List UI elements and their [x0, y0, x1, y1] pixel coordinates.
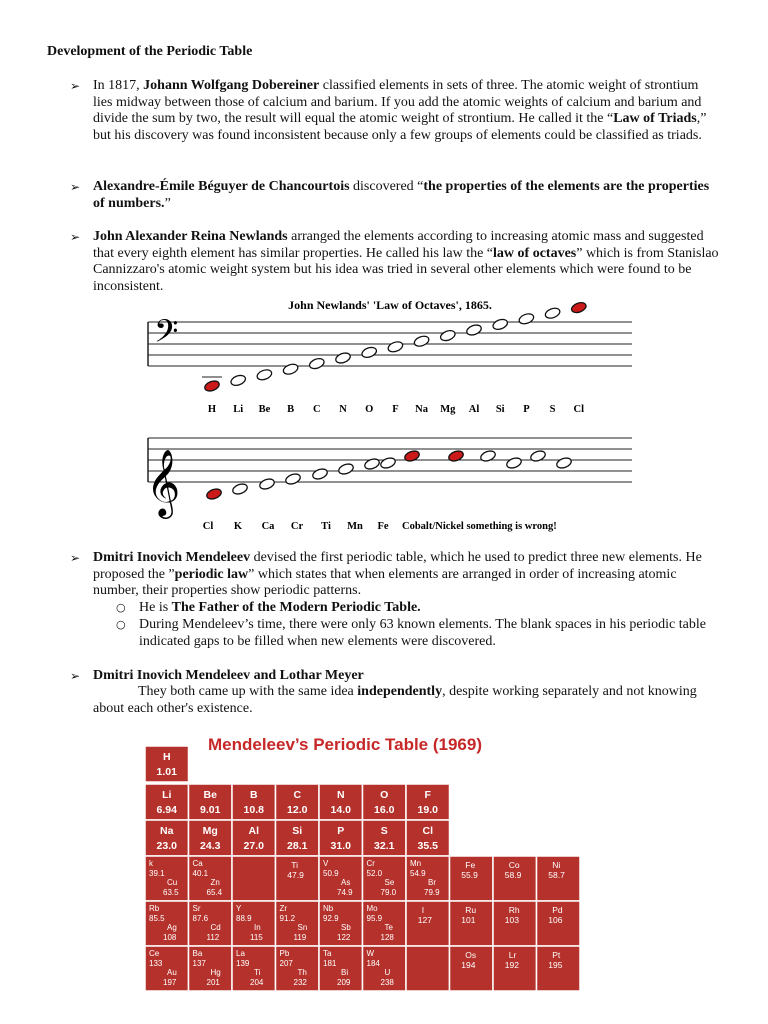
law-of-octaves-figure: [140, 296, 640, 536]
note-row2-2: [258, 477, 275, 491]
atomic-weight: 10.8: [243, 804, 264, 816]
atomic-weight: 209: [337, 978, 351, 987]
atomic-weight: 79.0: [380, 888, 397, 897]
cell-Nb: [319, 901, 363, 946]
quote-text: the properties of the elements are the properties of numbers.: [93, 179, 710, 211]
element-symbol: Pb: [279, 949, 290, 958]
text-run: ” which is from Stanislao Cannizzaro's atomic weight system but his idea was tried in several other elements which were found to be inconsistent.: [93, 245, 719, 294]
element-label-Cl: Cl: [573, 404, 585, 415]
atomic-weight: 35.5: [417, 840, 438, 852]
element-symbol: Sb: [341, 923, 351, 932]
atomic-weight: 58.7: [548, 870, 565, 880]
text-run: arranged the elements according to increasing atomic mass and suggested that every eighth element has similar properties. He called his law the “: [93, 229, 704, 261]
note-Li: [230, 374, 247, 388]
cell-I: [406, 901, 450, 946]
note-row2-1: [231, 482, 248, 496]
bullet-dobereiner-text: [93, 78, 720, 144]
element-symbol: Cd: [210, 923, 221, 932]
element-labels-row-2: [203, 521, 389, 532]
atomic-weight: 87.6: [192, 914, 209, 923]
atomic-weight: 108: [163, 933, 177, 942]
cell-S: [363, 820, 407, 856]
figure-caption: John Newlands' 'Law of Octaves', 1865.: [288, 298, 492, 312]
atomic-weight: 58.9: [504, 870, 522, 880]
atomic-weight: 139: [236, 959, 250, 968]
element-symbol: Sn: [297, 923, 308, 932]
element-symbol: Cu: [167, 878, 178, 887]
element-symbol: P: [337, 825, 345, 837]
element-symbol: Ru: [465, 905, 477, 915]
sub-bullet-father: [116, 600, 716, 617]
atomic-weight: 52.0: [366, 869, 383, 878]
bullet-newlands-text: [93, 229, 720, 295]
text-run-bold: The Father of the Modern Periodic Table.: [171, 600, 421, 615]
element-symbol: Lr: [508, 950, 517, 960]
element-symbol: Zr: [279, 904, 288, 913]
text-run: He is: [139, 600, 172, 615]
element-label-S: S: [549, 404, 556, 415]
cell-Rb: [145, 901, 189, 946]
note-row2-3: [284, 472, 301, 486]
atomic-weight: 63.5: [163, 888, 179, 897]
cell-Sr: [189, 901, 233, 946]
text-run-bold: independently: [357, 684, 443, 699]
note-C: [308, 357, 325, 371]
cell-Ce: [145, 946, 189, 991]
element-symbol: N: [336, 789, 345, 801]
atomic-weight: 55.9: [461, 870, 478, 880]
element-label-Cr: Cr: [290, 521, 304, 532]
person-name: Dmitri Inovich Mendeleev: [93, 550, 251, 565]
atomic-weight: 40.1: [192, 869, 209, 878]
element-symbol: O: [380, 789, 389, 801]
element-symbol: Ni: [552, 860, 561, 870]
cell-Lr: [493, 946, 537, 991]
atomic-weight: 128: [380, 933, 394, 942]
element-label-Fe: Fe: [377, 521, 389, 532]
text-run: ,” but his discovery was found inconsistent because only a few groups of elements could be classified as triads.: [93, 111, 707, 143]
page-title: Development of the Periodic Table: [47, 44, 253, 59]
element-symbol: Al: [248, 825, 259, 837]
text-run: discovered “: [349, 179, 424, 194]
atomic-weight: 238: [380, 978, 394, 987]
person-name: Johann Wolfgang Dobereiner: [143, 78, 320, 93]
element-symbol: Rb: [149, 904, 160, 913]
element-symbol: In: [254, 923, 261, 932]
element-symbol: Mn: [410, 859, 422, 868]
element-label-Si: Si: [495, 404, 505, 415]
cell-O: [363, 784, 407, 820]
cell-P: [319, 820, 363, 856]
cell-N: [319, 784, 363, 820]
cell-Zr: [276, 901, 320, 946]
element-label-P: P: [523, 404, 530, 415]
element-symbol: Te: [384, 923, 393, 932]
atomic-weight: 207: [279, 959, 293, 968]
note-row2-8: [403, 449, 420, 463]
cell-Mg: [189, 820, 233, 856]
element-symbol: Rh: [508, 905, 520, 915]
cell-Ba: [189, 946, 233, 991]
text-run: In 1817,: [93, 78, 144, 93]
note-row2-11: [505, 456, 522, 470]
atomic-weight: 181: [323, 959, 337, 968]
element-symbol: Ba: [192, 949, 203, 958]
element-symbol: Se: [384, 878, 395, 887]
element-label-Al: Al: [468, 404, 480, 415]
element-symbol: La: [236, 949, 245, 958]
element-symbol: Cr: [366, 859, 375, 868]
element-symbol: V: [323, 859, 329, 868]
sub-bullet-text: During Mendeleev’s time, there were only 63 known elements. The blank spaces in his periodic table indicated gaps to be filled when new elements were discovered.: [139, 617, 706, 649]
atomic-weight: 204: [250, 978, 264, 987]
element-symbol: Ce: [149, 949, 160, 958]
text-run: ”: [164, 195, 171, 211]
cell-Ti: [276, 856, 320, 901]
element-symbol: B: [249, 789, 258, 801]
element-label-Cl: Cl: [202, 521, 214, 532]
cell-F: [406, 784, 450, 820]
atomic-weight: 14.0: [330, 804, 351, 816]
atomic-weight: 115: [250, 933, 263, 942]
element-symbol: W: [366, 949, 375, 958]
bullet-mendeleev: [70, 550, 720, 600]
atomic-weight: 19.0: [417, 804, 438, 816]
element-symbol: Os: [465, 950, 477, 960]
atomic-weight: 95.9: [366, 914, 383, 923]
cell-La: [232, 946, 276, 991]
note-row2-7: [379, 456, 396, 470]
atomic-weight: 137: [192, 959, 206, 968]
cobalt-nickel-note: Cobalt/Nickel something is wrong!: [402, 521, 557, 532]
bullet-newlands: [70, 229, 720, 295]
cell-W: [363, 946, 407, 991]
element-label-Mn: Mn: [347, 521, 363, 532]
atomic-weight: 184: [366, 959, 380, 968]
note-Na: [413, 334, 430, 348]
note-O: [361, 346, 378, 360]
bullet-chancourtois-text: [93, 179, 720, 212]
element-label-B: B: [287, 404, 295, 415]
atomic-weight: 6.94: [156, 804, 177, 816]
element-symbol: Pt: [552, 950, 561, 960]
sub-bullet-63-elements: [116, 617, 716, 650]
atomic-weight: 24.3: [200, 840, 221, 852]
sub-bullet-text: [139, 600, 716, 617]
element-label-F: F: [392, 404, 399, 415]
note-row2-13: [555, 456, 572, 470]
text-run: classified elements in sets of three. The atomic weight of strontium lies midway between those of calcium and barium. If you add the atomic weights of calcium and barium and divide the sum by two, the result will equal the atomic weight of strontium. He called it the “: [93, 78, 702, 126]
atomic-weight: 197: [163, 978, 177, 987]
element-symbol: U: [384, 968, 391, 977]
atomic-weight: 31.0: [330, 840, 351, 852]
atomic-weight: 79.9: [424, 888, 440, 897]
element-label-O: O: [365, 404, 374, 415]
note-row2-0: [205, 487, 222, 501]
cell-empty: [406, 946, 450, 991]
element-symbol: Nb: [323, 904, 334, 913]
bullet-meyer-heading: [93, 668, 720, 685]
element-symbol: Ti: [291, 860, 299, 870]
text-run: , despite working separately and not knowing about each other's existence.: [93, 684, 697, 716]
notes-row-1: [202, 301, 587, 393]
note-B: [282, 362, 299, 376]
element-symbol: C: [293, 789, 302, 801]
person-name: Dmitri Inovich Mendeleev and Lothar Meyer: [93, 668, 364, 683]
element-symbol: F: [424, 789, 431, 801]
atomic-weight: 9.01: [200, 804, 221, 816]
element-symbol: Pd: [552, 905, 563, 915]
note-Mg: [439, 329, 456, 343]
cell-C: [276, 784, 320, 820]
person-name: John Alexander Reina Newlands: [93, 229, 288, 244]
atomic-weight: 74.9: [337, 888, 353, 897]
cell-H: [145, 746, 189, 782]
atomic-weight: 65.4: [206, 888, 223, 897]
element-symbol: Br: [428, 878, 436, 887]
element-label-K: K: [233, 521, 243, 532]
arrow-bullet-icon: ➢: [70, 551, 81, 565]
atomic-weight: 133: [149, 959, 163, 968]
element-symbol: Th: [297, 968, 307, 977]
element-label-Na: Na: [415, 404, 429, 415]
atomic-weight: 91.2: [279, 914, 296, 923]
note-row2-10: [479, 449, 496, 463]
note-Cl: [570, 301, 587, 315]
cell-Pt: [537, 946, 581, 991]
cell-Be: [189, 784, 233, 820]
note-H: [203, 379, 220, 393]
cell-Ca: [189, 856, 233, 901]
atomic-weight: 192: [504, 960, 519, 970]
element-symbol: Fe: [465, 860, 476, 870]
treble-clef-icon: 𝄞: [146, 448, 181, 516]
element-symbol: Sr: [192, 904, 201, 913]
note-Si: [492, 318, 509, 332]
atomic-weight: 1.01: [156, 766, 177, 778]
element-symbol: H: [162, 751, 171, 763]
arrow-bullet-icon: ➢: [70, 79, 81, 93]
element-label-Li: Li: [233, 404, 244, 415]
note-P: [518, 312, 535, 326]
atomic-weight: 92.9: [323, 914, 339, 923]
atomic-weight: 50.9: [323, 869, 339, 878]
note-row2-6: [363, 457, 380, 471]
note-row2-12: [529, 449, 546, 463]
notes-row-2: [205, 449, 572, 501]
element-symbol: Zn: [210, 878, 220, 887]
element-symbol: Mo: [366, 904, 378, 913]
element-symbol: Ag: [167, 923, 177, 932]
bullet-mendeleev-text: [93, 550, 720, 600]
element-symbol: Mg: [202, 825, 218, 837]
cell-B: [232, 784, 276, 820]
arrow-bullet-icon: ➢: [70, 230, 81, 244]
atomic-weight: 232: [293, 978, 307, 987]
cell-Al: [232, 820, 276, 856]
cell-Ni: [537, 856, 581, 901]
text-run: They both came up with the same idea: [138, 684, 358, 699]
element-symbol: Be: [203, 789, 217, 801]
atomic-weight: 112: [206, 933, 220, 942]
cell-Rh: [493, 901, 537, 946]
element-symbol: Li: [162, 789, 172, 801]
atomic-weight: 106: [548, 915, 563, 925]
cell-k: [145, 856, 189, 901]
cell-Mn: [406, 856, 450, 901]
cell-Mo: [363, 901, 407, 946]
cell-Co: [493, 856, 537, 901]
element-symbol: Bi: [341, 968, 349, 977]
note-row2-4: [311, 467, 328, 481]
cell-Y: [232, 901, 276, 946]
element-symbol: I: [421, 905, 425, 915]
atomic-weight: 122: [337, 933, 351, 942]
cell-Ta: [319, 946, 363, 991]
cell-Li: [145, 784, 189, 820]
atomic-weight: 194: [461, 960, 476, 970]
cell-Os: [450, 946, 494, 991]
atomic-weight: 103: [504, 915, 519, 925]
text-run: ” which states that when elements are arranged in order of increasing atomic number, their properties show periodic patterns.: [93, 566, 677, 598]
atomic-weight: 85.5: [149, 914, 165, 923]
atomic-weight: 195: [548, 960, 563, 970]
cell-Ru: [450, 901, 494, 946]
law-name: law of octaves: [493, 245, 577, 261]
atomic-weight: 47.9: [287, 870, 304, 880]
note-row2-9: [447, 449, 464, 463]
atomic-weight: 39.1: [149, 869, 165, 878]
element-label-N: N: [339, 404, 347, 415]
bullet-meyer: [70, 668, 720, 685]
element-symbol: Hg: [210, 968, 221, 977]
element-label-Mg: Mg: [440, 404, 456, 415]
text-run: devised the first periodic table, which he used to predict three new elements. He proposed the ”: [93, 550, 702, 582]
person-name: Alexandre-Émile Béguyer de Chancourtois: [93, 179, 350, 194]
atomic-weight: 16.0: [374, 804, 395, 816]
atomic-weight: 201: [206, 978, 220, 987]
bullet-chancourtois: [70, 179, 720, 212]
circle-bullet-icon: ○: [116, 618, 126, 631]
atomic-weight: 12.0: [287, 804, 308, 816]
bass-clef-icon: 𝄢: [154, 313, 179, 357]
cell-empty: [232, 856, 276, 901]
element-symbol: Ta: [323, 949, 332, 958]
bass-staff: [148, 322, 632, 366]
atomic-weight: 28.1: [287, 840, 308, 852]
cell-Pb: [276, 946, 320, 991]
cell-Na: [145, 820, 189, 856]
cell-Cr: [363, 856, 407, 901]
cell-background: [232, 856, 276, 901]
atomic-weight: 32.1: [374, 840, 395, 852]
atomic-weight: 101: [461, 915, 476, 925]
law-name: periodic law: [174, 566, 249, 582]
element-symbol: k: [149, 859, 153, 868]
note-S: [544, 306, 561, 320]
element-symbol: Ca: [192, 859, 203, 868]
atomic-weight: 23.0: [156, 840, 177, 852]
cell-Pd: [537, 901, 581, 946]
element-labels-row-1: [208, 404, 584, 415]
element-label-Ca: Ca: [261, 521, 275, 532]
cell-Fe: [450, 856, 494, 901]
cell-background: [406, 946, 450, 991]
atomic-weight: 27.0: [243, 840, 264, 852]
periodic-table-cells: [145, 746, 580, 991]
note-Al: [465, 323, 482, 337]
cell-V: [319, 856, 363, 901]
element-label-H: H: [207, 404, 217, 415]
meyer-paragraph: [93, 684, 723, 717]
element-symbol: Au: [167, 968, 177, 977]
element-symbol: Ti: [254, 968, 261, 977]
element-label-Ti: Ti: [321, 521, 331, 532]
cell-Cl: [406, 820, 450, 856]
arrow-bullet-icon: ➢: [70, 669, 81, 683]
arrow-bullet-icon: ➢: [70, 180, 81, 194]
mendeleev-periodic-table: [140, 730, 590, 1000]
atomic-weight: 88.9: [236, 914, 252, 923]
element-symbol: S: [380, 825, 388, 837]
note-N: [334, 351, 351, 365]
law-name: Law of Triads: [613, 111, 697, 126]
bullet-dobereiner: [70, 78, 720, 144]
element-symbol: As: [341, 878, 351, 887]
atomic-weight: 127: [417, 915, 432, 925]
element-symbol: Cl: [422, 825, 433, 837]
note-Be: [256, 368, 273, 382]
element-symbol: Na: [160, 825, 174, 837]
note-row2-5: [337, 462, 354, 476]
periodic-table-title: Mendeleev’s Periodic Table (1969): [208, 735, 483, 754]
circle-bullet-icon: ○: [116, 601, 126, 614]
note-F: [387, 340, 404, 354]
element-symbol: Y: [236, 904, 242, 913]
element-label-Be: Be: [258, 404, 271, 415]
element-symbol: Si: [292, 825, 303, 837]
atomic-weight: 54.9: [410, 869, 426, 878]
atomic-weight: 119: [293, 933, 307, 942]
element-symbol: Co: [508, 860, 520, 870]
cell-Si: [276, 820, 320, 856]
element-label-C: C: [313, 404, 321, 415]
